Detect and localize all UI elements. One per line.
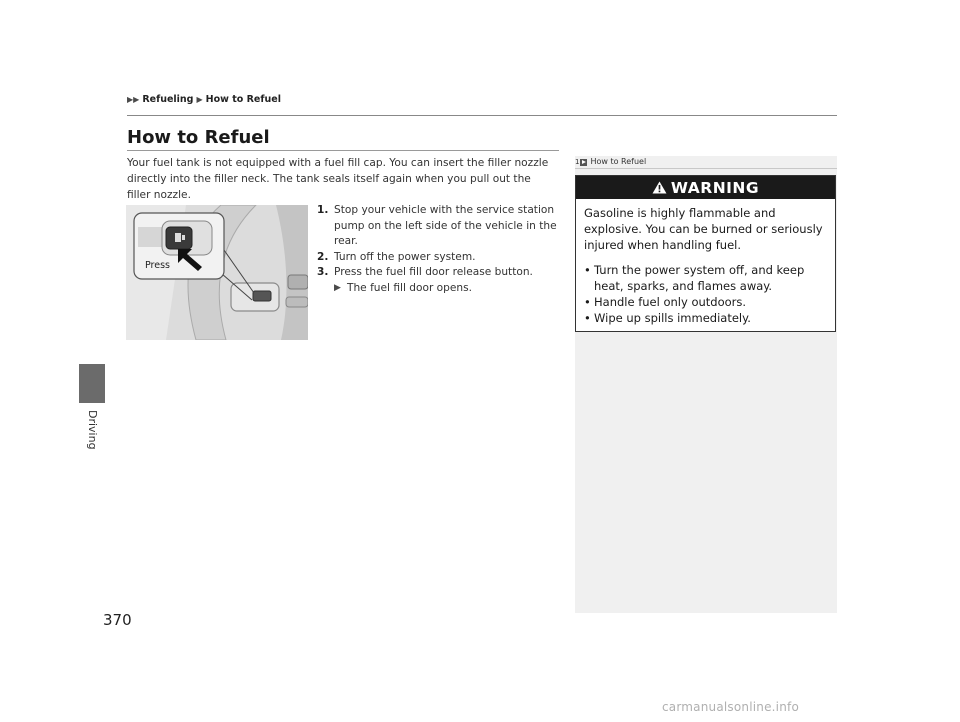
breadcrumb-item-refueling[interactable]: Refueling xyxy=(142,94,194,105)
step-number: 3. xyxy=(317,266,329,278)
result-arrow-icon: ▶ xyxy=(334,282,341,293)
fuel-door-release-illustration xyxy=(126,205,308,340)
warning-box xyxy=(575,175,836,332)
step-text: Turn off the power system. xyxy=(334,250,476,263)
breadcrumb xyxy=(127,94,281,105)
intro-paragraph: Your fuel tank is not equipped with a fuel fill cap. You can insert the filler nozzle directly into the filler neck. The tank seals itself again when you pull out the filler nozzle. xyxy=(127,157,549,201)
warning-item-text: Wipe up spills immediately. xyxy=(594,311,751,325)
sidebar-reference-header[interactable] xyxy=(575,156,837,169)
warning-list-item: • Turn the power system off, and keep heat, sparks, and flames away. xyxy=(584,262,827,294)
page-title: How to Refuel xyxy=(127,127,270,148)
warning-text: Gasoline is highly flammable and explosive. You can be burned or seriously injured when handling fuel. xyxy=(584,206,823,252)
sidebar-reference-number: 1 xyxy=(575,158,580,166)
warning-list xyxy=(584,262,827,326)
step-result xyxy=(317,281,562,297)
step-item xyxy=(317,265,562,281)
reference-arrow-icon xyxy=(580,159,587,166)
step-text: Stop your vehicle with the service station pump on the left side of the vehicle in the rear. xyxy=(334,204,557,247)
warning-item-text: Handle fuel only outdoors. xyxy=(594,295,747,309)
breadcrumb-arrow-icon: ▶ xyxy=(196,95,203,104)
step-result-text: The fuel fill door opens. xyxy=(347,281,473,294)
step-item xyxy=(317,250,562,266)
breadcrumb-arrow-icon: ▶▶ xyxy=(127,95,140,104)
step-text: Press the fuel fill door release button. xyxy=(334,266,533,278)
warning-triangle-icon xyxy=(652,181,667,194)
sidebar-reference-title: How to Refuel xyxy=(590,157,647,166)
warning-item-text: Turn the power system off, and keep heat, sparks, and flames away. xyxy=(594,263,805,293)
title-divider xyxy=(127,150,559,151)
warning-body xyxy=(576,199,835,326)
header-divider xyxy=(127,115,837,116)
steps-list xyxy=(317,203,562,296)
press-callout-label: Press xyxy=(145,260,171,271)
fuel-door-release-drawing xyxy=(126,205,308,340)
section-tab-label: Driving xyxy=(86,410,99,450)
step-number: 2. xyxy=(317,250,329,263)
breadcrumb-item-how-to-refuel[interactable]: How to Refuel xyxy=(205,94,281,105)
step-item xyxy=(317,203,562,250)
warning-list-item: • Wipe up spills immediately. xyxy=(584,311,751,325)
page-number: 370 xyxy=(103,611,132,629)
warning-list-item: • Handle fuel only outdoors. xyxy=(584,295,747,309)
step-number: 1. xyxy=(317,204,329,216)
watermark: carmanualsonline.info xyxy=(662,700,799,714)
section-tab-marker xyxy=(79,364,105,403)
warning-title: WARNING xyxy=(670,178,760,197)
warning-header xyxy=(576,176,835,199)
